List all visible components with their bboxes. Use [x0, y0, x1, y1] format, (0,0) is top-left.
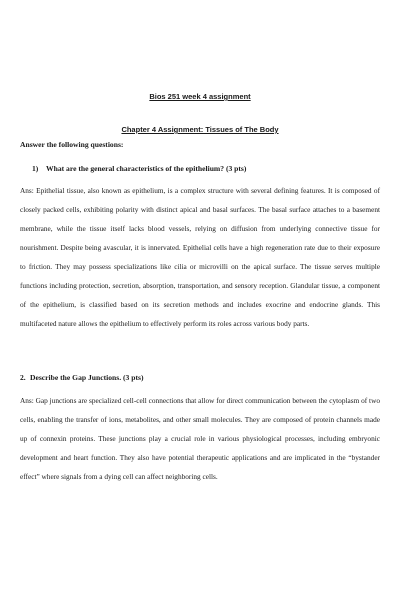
question-1-text: What are the general characteristics of the epithelium? (3 pts) [46, 164, 247, 173]
instruction-text: Answer the following questions: [20, 140, 124, 149]
question-2-text: Describe the Gap Junctions. (3 pts) [30, 373, 144, 382]
question-2-number: 2. [20, 373, 26, 382]
answer-2: Ans: Gap junctions are specialized cell-cell connections that allow for direct communication between the cytoplasm of two cells, enabling the transfer of ions, metabolites, and other small molecules. They are composed of protein channels made up of connexin proteins. These junctions play a crucial role in various physiological processes, including embryonic development and heart function. They also have potential therapeutic applications and are implicated in the “bystander effect” where signals from a dying cell can affect neighboring cells. [20, 396, 380, 481]
question-1-number: 1) [32, 164, 39, 173]
question-2 [20, 373, 143, 382]
answer-1: Ans: Epithelial tissue, also known as epithelium, is a complex structure with several defining features. It is composed of closely packed cells, exhibiting polarity with distinct apical and basal surfaces. The basal surface attaches to a basement membrane, while the tissue itself lacks blood vessels, relying on diffusion from underlying connective tissue for nourishment. Despite being avascular, it is innervated. Epithelial cells have a high regeneration rate due to their exposure to friction. They may possess specializations like cilia or microvilli on the apical surface. The tissue serves multiple functions including protection, secretion, absorption, transportation, and sensory reception. Glandular tissue, a component of the epithelium, is classified based on its secretion methods and includes exocrine and endocrine glands. This multifaceted nature allows the epithelium to effectively perform its roles across various body parts. [20, 186, 380, 328]
document-title: Bios 251 week 4 assignment [149, 92, 251, 101]
chapter-title: Chapter 4 Assignment: Tissues of The Body [121, 125, 279, 134]
question-1 [32, 164, 246, 173]
